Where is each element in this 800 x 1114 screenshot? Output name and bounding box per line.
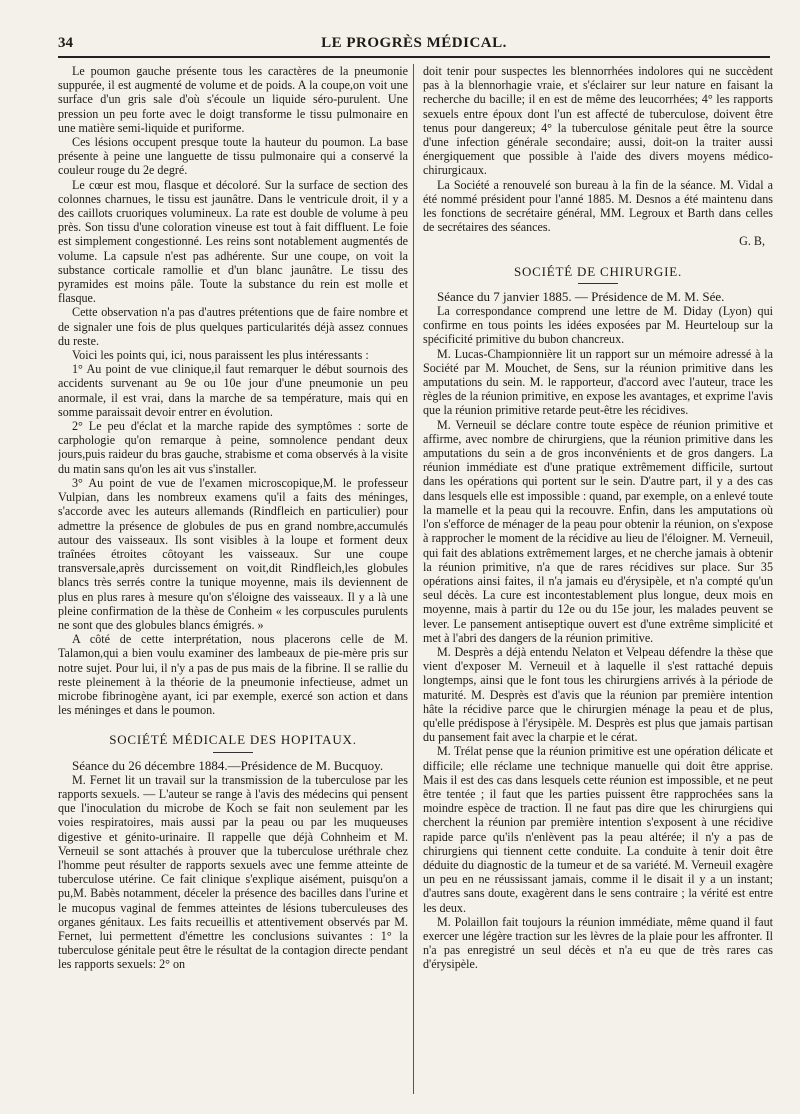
paragraph: M. Polaillon fait toujours la réunion immédiate, même quand il faut exercer une légère traction sur les lèvres de la plaie pour les affronter. Il n'a pas enregistré un seul décès et n'a eu que de très rares cas d'érysipèle. [423, 914, 773, 972]
paragraph: 2° Le peu d'éclat et la marche rapide des symptômes : sorte de carphologie qu'on remarque à peine, somnolence pendant deux jours,puis raideur du bras gauche, strabisme et coma observés à la visite du matin sans qu'on les ait vus s'installer. [58, 419, 408, 476]
journal-title: LE PROGRÈS MÉDICAL. [321, 35, 507, 51]
section-title: SOCIÉTÉ MÉDICALE DES HOPITAUX. [109, 732, 357, 748]
column-divider [413, 64, 414, 1094]
paragraph: Le poumon gauche présente tous les caractères de la pneumonie suppurée, il est augmenté de volume et de poids. A la coupe,on voit une surface d'un gris sale d'où s'écoule un liquide séro-purulent. Une pression un peu forte avec le doigt transforme le tissu pulmonaire en une matière semi-liquide et puriforme. [58, 64, 408, 135]
seance-line: Séance du 26 décembre 1884.—Présidence de M. Bucquoy. [72, 757, 384, 773]
section-title: SOCIÉTÉ DE CHIRURGIE. [513, 263, 683, 279]
paragraph: M. Fernet lit un travail sur la transmission de la tuberculose par les rapports sexuels. — L'auteur se range à l'avis des médecins qui pensent que l'inoculation du microbe de Koch se fait non seulement par les voies respiratoires, mais aussi par la peau ou par les muqueuses digestive et génito-urinaire. Il rappelle que déjà Cohnheim et M. Verneuil se sont attachés à prouver que la tuberculose uréthrale chez l'homme peut résulter de rapports sexuels avec une femme atteinte de tuberculose utérine. Ce fait clinique s'explique aisément, puisqu'on a pu,M. Babès notamment, déceler la présence des bacilles dans l'urine et le mucopus vaginal de femmes atteintes de lésions tuberculeuses des organes génitaux. Les faits recueillis et attentivement observés par M. Fernet, lui permettent d'émettre les conclusions suivantes : 1° la tuberculose génitale peut être le résultat de la contagion directe pendant les rapports sexuels: 2° on [58, 772, 408, 972]
section-title-rule [578, 283, 618, 284]
paragraph: M. Lucas-Championnière lit un rapport sur un mémoire adressé à la Société par M. Mouchet, de Sens, sur la réunion primitive dans les amputations du sein. M. le rapporteur, d'accord avec l'auteur, trace les règles de la réunion primitive, en expose les avantages, et exprime l'avis que la réunion primitive retarde peut-être les récidives. [423, 346, 773, 418]
paragraph: La correspondance comprend une lettre de M. Diday (Lyon) qui confirme en tous points les idées exposées par M. Heurteloup sur la spécificité primitive du bubon chancreux. [423, 304, 773, 347]
paragraph: M. Trélat pense que la réunion primitive est une opération délicate et difficile; elle réclame une technique manuelle qui doit être apprise. Mais il est des cas dans lesquels cette réunion est impossible, et ne peut être tentée ; il faut que les parties puissent être rapprochées sans la moindre espèce de traction. Il ne faut pas dire que les chirurgiens qui cherchent la réunion par première intention s'exposent à une récidive rapide parce qu'ils n'enlèvent pas la peau altérée; il n'y a pas de chirurgiens qui tiennent cette conduite. La conduite à tenir doit être déduite du diagnostic de la tumeur et de sa variété. M. Verneuil exagère un peu en ne réussissant jamais, comme il le disait il y a un instant; d'autres sans doute, exagèrent dans le sens contraire ; la vérité est entre les deux. [423, 744, 773, 915]
paragraph: Voici les points qui, ici, nous paraissent les plus intéressants : [72, 348, 369, 363]
section-title-rule [213, 752, 253, 753]
paragraph: 3° Au point de vue de l'examen microscopique,M. le professeur Vulpian, dans les nombreux examens qu'il a faits des méninges, s'accorde avec les auteurs allemands (Rindfleich en particulier) pour admettre la présence de globules de pus en grand nombre,accumulés autour des vaisseaux. Ils sont visibles à la loupe et forment deux traînées étroites côtoyant les vaisseaux. Sur une coupe transversale,après durcissement on voit,dit Rindfleich,les globules blancs très serrés contre la tunique moyenne, mais ils deviennent de plus en plus rares à mesure qu'on s'éloigne des vaisseaux. Il y a là une pleine confirmation de la thèse de Conheim « les corpuscules purulents ne sont que des globules blancs émigrés. » [58, 475, 408, 632]
page-header [58, 30, 770, 52]
paragraph: M. Desprès a déjà entendu Nelaton et Velpeau défendre la thèse que vient d'exposer M. Verneuil et à laquelle il s'est rattaché depuis longtemps, ainsi que le font tous les chirurgiens arrivés à la période de maturité. M. Desprès est d'avis que la réunion par première intention hâte la récidive parce que le chirurgien ménage la peau et de plus, qu'elle prédispose à l'érysipèle. M. Desprès est plus que jamais partisan du pansement fait avec la charpie et le cérat. [423, 644, 773, 745]
right-column [423, 64, 773, 1104]
paragraph: 1° Au point de vue clinique,il faut remarquer le début sournois des accidents survenant au 9e ou 10e jour d'une pneumonie un peu anormale, il est vrai, dans la marche de sa température, mais qui en somme paraissait devoir entrer en évolution. [58, 362, 408, 419]
left-column [58, 64, 408, 1104]
header-rule [58, 56, 770, 58]
page-number: 34 [58, 35, 73, 51]
paragraph: A côté de cette interprétation, nous placerons celle de M. Talamon,qui a bien voulu examiner des lambeaux de pie-mère pris sur notre sujet. Pour lui, il n'y a pas de pus mais de la fibrine. Il se rallie du reste pleinement à la théorie de la pneumonie infectieuse, admet un microbe fibrinogène ayant, ici par exemple, exercé son action et dans les méninges et dans le poumon. [58, 632, 408, 718]
signature: G. B, [739, 234, 765, 249]
paragraph: La Société a renouvelé son bureau à la fin de la séance. M. Vidal a été nommé président pour l'anné 1885. M. Desnos a été maintenu dans les fonctions de secrétaire général, MM. Legroux et Barth dans celles de secrétaires des séances. [423, 177, 773, 235]
paragraph: Le cœur est mou, flasque et décoloré. Sur la surface de section des colonnes charnues, le tissu est jaunâtre. Dans le ventricule droit, il y a des caillots cruoriques volumineux. La rate est double de volume à peu près. Son tissu d'une coloration vineuse est tout à fait diffluent. Le foie est simplement congestionné. Les reins sont notablement augmentés de volume. La capsule n'est pas adhérente. Sur une coupe, on voit la substance corticale ramollie et d'un blanc jaunâtre. Le tissu des pyramides est moins pâle. Toute la substance du rein est molle et flasque. [58, 177, 408, 306]
paragraph: Cette observation n'a pas d'autres prétentions que de faire nombre et de signaler une fois de plus quelques particularités déjà assez connues du reste. [58, 305, 408, 348]
paragraph: Ces lésions occupent presque toute la hauteur du poumon. La base présente à peine une languette de tissu pulmonaire qui a conservé la couleur rouge du 2e degré. [58, 135, 408, 178]
paragraph: M. Verneuil se déclare contre toute espèce de réunion primitive et affirme, avec nombre de chirurgiens, que la réunion primitive dans les amputations du sein a de gros inconvénients et de gros dangers. La réunion immédiate est d'une pratique extrêmement difficile, surtout dans les opérations qui portent sur le sein. D'autre part, il y a des cas dans lesquels elle est impossible : quand, par exemple, on a enlevé toute la mamelle et la peau qui la recouvre. Enfin, dans les amputations où l'on s'efforce de ménager de la peau pour obtenir la réunion, on s'expose à rapprocher le moment de la récidive au lieu de l'éloigner. M. Verneuil, qui fait des ablations extrêmement larges, et ne cherche jamais à obtenir la réunion primitive, n'a que de rares récidives sur place. Sur 35 opérations ainsi faites, il n'a jamais eu d'érysipèle, et n'a compté qu'un seul décès. La cure est incontestablement plus longue, deux mois en moyenne, mais à partir du 12e ou du 15e jour, les malades peuvent se lever. Le pansement antiseptique ouvert est d'une extrême simplicité et met à l'abri des dangers de la réunion primitive. [423, 417, 773, 645]
paragraph: doit tenir pour suspectes les blennorrhées indolores qui ne succèdent pas à la blennorhagie vraie, et s'éclairer sur leur nature en faisant la recherche du bacille; il en est de même des leucorrhées; 4° les rapports sexuels entre époux dont l'un est affecté de tuberculose, doivent être tenus pour dangereux; 4° la tuberculose génitale peut être la source d'une infection générale secondaire; aussi, doit-on la traiter aussi énergiquement que possible à l'aide des divers moyens médico-chirurgicaux. [423, 64, 773, 178]
seance-line: Séance du 7 janvier 1885. — Présidence de M. M. Sée. [437, 288, 725, 304]
